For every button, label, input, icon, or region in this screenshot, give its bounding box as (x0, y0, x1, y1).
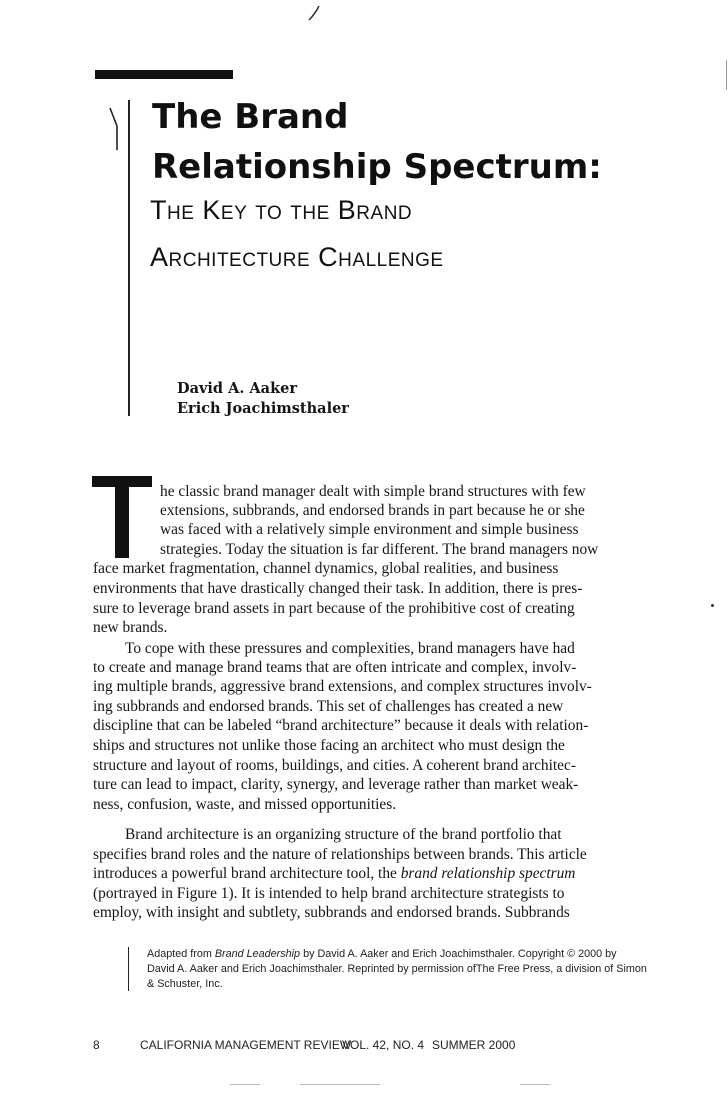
title-line-1: The Brand (152, 97, 349, 137)
scan-line (520, 1084, 550, 1085)
body-line: face market fragmentation, channel dynamics, global realities, and business (93, 560, 559, 577)
page-number: 8 (93, 1038, 100, 1052)
scan-line (300, 1084, 380, 1085)
body-line: ing subbrands and endorsed brands. This set of challenges has created a new (93, 698, 564, 715)
body-line: structure and layout of rooms, buildings, and cities. A coherent brand architec- (93, 757, 576, 774)
scan-edge (726, 60, 727, 90)
bracket-mark (108, 106, 122, 152)
body-line: ing multiple brands, aggressive brand extensions, and complex structures involv- (93, 678, 592, 695)
body-line: Brand architecture is an organizing structure of the brand portfolio that (125, 826, 562, 843)
body-line: sure to leverage brand assets in part because of the prohibitive cost of creating (93, 600, 575, 617)
journal-volume: VOL. 42, NO. 4 (342, 1038, 425, 1052)
footnote-line: Adapted from Brand Leadership by David A. Aaker and Erich Joachimsthaler. Copyright © 2000 by (147, 948, 617, 960)
scan-line (230, 1084, 260, 1085)
subtitle-line-1: The Key to the Brand (150, 195, 413, 225)
body-line: introduces a powerful brand architecture tool, the brand relationship spectrum (93, 865, 576, 882)
body-line: (portrayed in Figure 1). It is intended to help brand architecture strategists to (93, 885, 565, 902)
body-line: ships and structures not unlike those facing an architect who must design the (93, 737, 565, 754)
body-line: discipline that can be labeled “brand architecture” because it deals with relation- (93, 717, 589, 734)
header-rule (95, 70, 233, 79)
body-line: strategies. Today the situation is far different. The brand managers now (160, 541, 599, 558)
drop-cap (92, 476, 152, 558)
body-line: was faced with a relatively simple environment and simple business (160, 521, 579, 538)
body-line: extensions, subbrands, and endorsed brands in part because he or she (160, 502, 585, 519)
body-line: specifies brand roles and the nature of relationships between brands. This article (93, 846, 587, 863)
footnote-line: David A. Aaker and Erich Joachimsthaler. Reprinted by permission ofThe Free Press, a division of Simon (147, 963, 647, 975)
footnote-rule (128, 947, 129, 991)
scan-dot (711, 604, 714, 607)
body-line: to create and manage brand teams that are often intricate and complex, involv- (93, 659, 577, 676)
footnote-line: & Schuster, Inc. (147, 978, 223, 990)
author-name: Erich Joachimsthaler (177, 400, 349, 417)
body-line: To cope with these pressures and complexities, brand managers have had (125, 640, 575, 657)
journal-issue: SUMMER 2000 (432, 1038, 516, 1052)
scan-mark (303, 2, 333, 24)
journal-name: CALIFORNIA MANAGEMENT REVIEW (140, 1038, 352, 1052)
body-line: employ, with insight and subtlety, subbrands and endorsed brands. Subbrands (93, 904, 570, 921)
author-name: David A. Aaker (177, 380, 297, 397)
body-line: he classic brand manager dealt with simple brand structures with few (160, 483, 586, 500)
body-line: ness, confusion, waste, and missed opportunities. (93, 796, 397, 813)
emphasis-term: brand relationship spectrum (400, 865, 576, 882)
title-line-2: Relationship Spectrum: (152, 147, 602, 187)
subtitle-line-2: Architecture Challenge (150, 242, 444, 272)
body-line: new brands. (93, 619, 168, 636)
body-line: environments that have drastically changed their task. In addition, there is pres- (93, 580, 583, 597)
body-line: ture can lead to impact, clarity, synergy, and leverage rather than market weak- (93, 776, 579, 793)
book-title: Brand Leadership (214, 948, 301, 960)
title-rule (128, 100, 130, 416)
